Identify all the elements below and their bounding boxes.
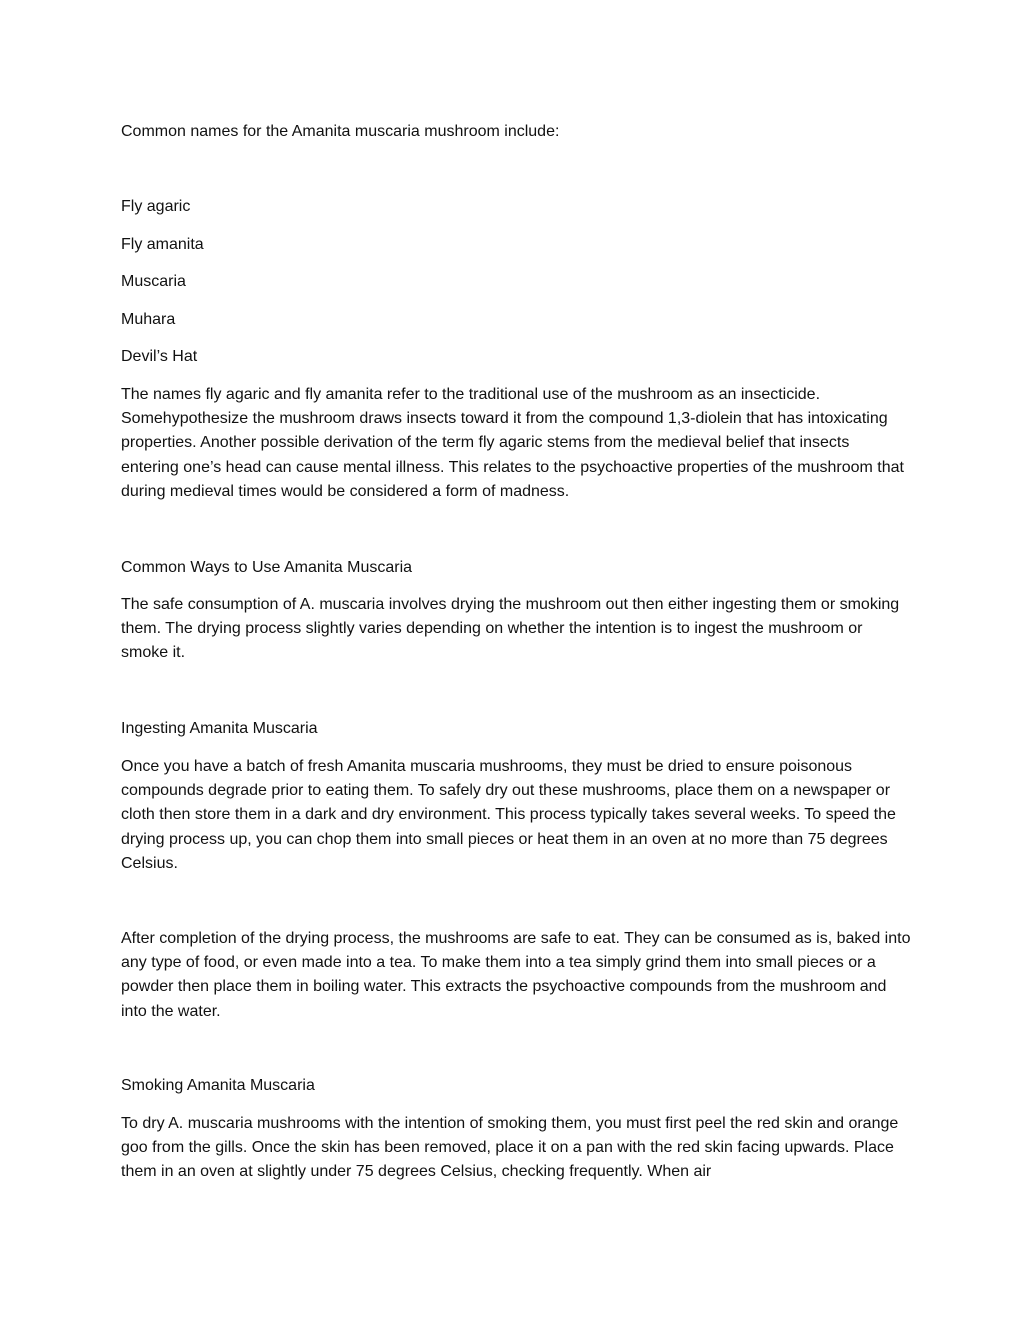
heading-common-ways: Common Ways to Use Amanita Muscaria (121, 559, 413, 576)
intro-text: Common names for the Amanita muscaria mushroom include: (121, 123, 560, 140)
list-item-name-5: Devil’s Hat (121, 348, 198, 365)
heading-smoking: Smoking Amanita Muscaria (121, 1077, 315, 1094)
list-item-name-2: Fly amanita (121, 236, 204, 253)
list-item-name-1: Fly agaric (121, 198, 191, 215)
heading-ingesting: Ingesting Amanita Muscaria (121, 720, 318, 737)
list-item-name-4: Muhara (121, 311, 176, 328)
ingesting-paragraph-2: After completion of the drying process, the mushrooms are safe to eat. They can be consumed as is, baked into any type of food, or even made into a tea. To make them into a tea simply grind them into small pieces or a powder then place them in boiling water. This extracts the psychoactive compounds from the mushroom and into the water. (121, 930, 911, 1020)
names-paragraph: The names fly agaric and fly amanita refer to the traditional use of the mushroom as an insecticide. Somehypothesize the mushroom draws insects toward it from the compound 1,3-diolein that has intoxicating properties. Another possible derivation of the term fly agaric stems from the medieval belief that insects entering one’s head can cause mental illness. This relates to the psychoactive properties of the mushroom that during medieval times would be considered a form of madness. (121, 386, 904, 500)
common-ways-paragraph: The safe consumption of A. muscaria involves drying the mushroom out then either ingesting them or smoking them. The drying process slightly varies depending on whether the intention is to ingest the mushroom or smoke it. (121, 596, 900, 662)
list-item-name-3: Muscaria (121, 273, 186, 290)
ingesting-paragraph-1: Once you have a batch of fresh Amanita muscaria mushrooms, they must be dried to ensure poisonous compounds degrade prior to eating them. To safely dry out these mushrooms, place them on a newspaper or cloth then store them in a dark and dry environment. This process typically takes several weeks. To speed the drying process up, you can chop them into small pieces or heat them in an oven at no more than 75 degrees Celsius. (121, 758, 896, 872)
smoking-paragraph: To dry A. muscaria mushrooms with the intention of smoking them, you must first peel the red skin and orange goo from the gills. Once the skin has been removed, place it on a pan with the red skin facing upwards. Place them in an oven at slightly under 75 degrees Celsius, checking frequently. When air (121, 1115, 899, 1181)
